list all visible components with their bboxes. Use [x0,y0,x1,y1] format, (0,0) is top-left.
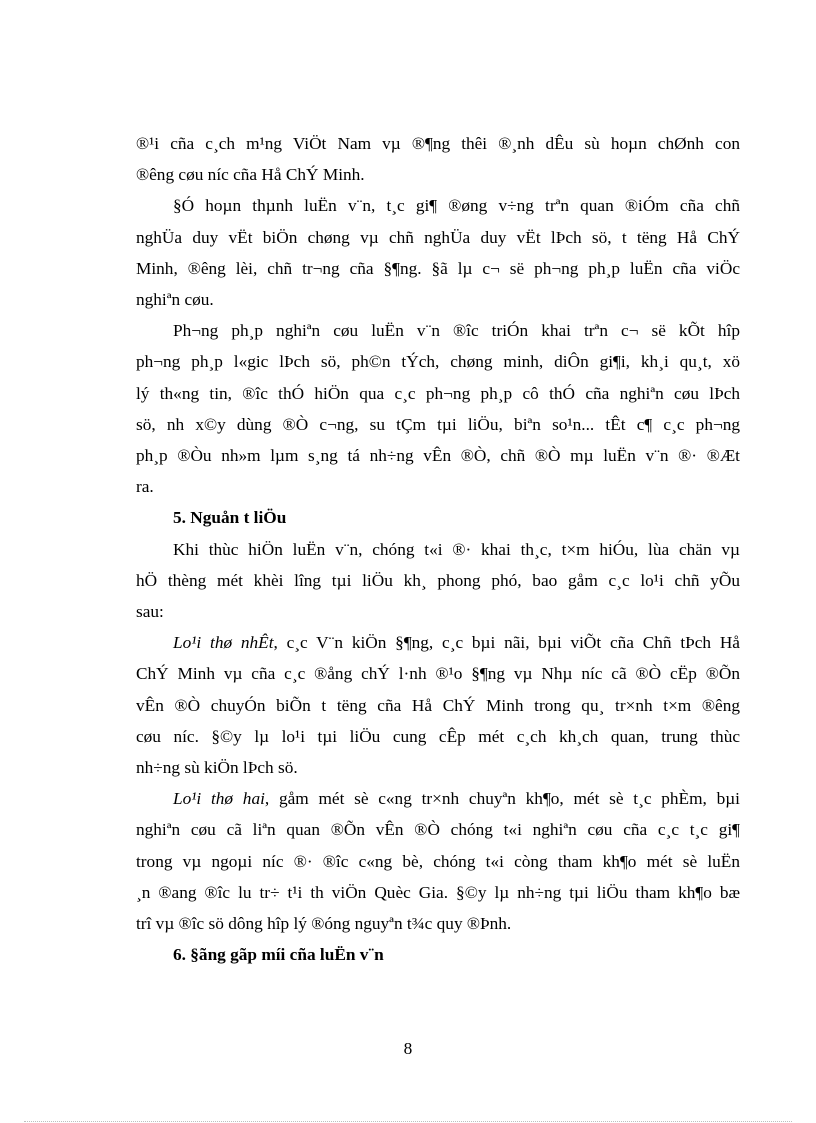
text-line: Minh, ®êng lèi, chñ tr¬ng cña §¶ng. §ã lµ c¬ së ph¬ng ph¸p luËn cña viÖc [136,258,740,278]
text-line: cøu níc. §©y lµ lo¹i tµi liÖu cung cÊp mét c¸ch kh¸ch quan, trung thùc [136,726,740,746]
italic-lead: Lo¹i thø nhÊt [173,633,274,653]
text-line: Khi thùc hiÖn luËn v¨n, chóng t«i ®· khai th¸c, t×m hiÓu, lùa chän vµ [173,539,740,559]
text-line: trong vµ ngoµi níc ®· ®îc c«ng bè, chóng t«i còng tham kh¶o mét sè luËn [136,851,740,871]
text-line: ®¹i cña c¸ch m¹ng ViÖt Nam vµ ®¶ng thêi ®¸nh dÊu sù hoµn chØnh con [136,134,740,153]
paragraph [136,627,740,783]
section-heading: 6. §ãng gãp míi cña luËn v¨n [173,945,384,965]
text-line: ra. [136,477,154,497]
text-run: , c¸c V¨n kiÖn §¶ng, c¸c bµi nãi, bµi viÕt cña Chñ tÞch Hå [273,633,740,653]
italic-lead: Lo¹i thø hai [173,789,265,809]
text-line: nh÷ng sù kiÖn lÞch sö. [136,758,298,778]
text-line: lý th«ng tin, ®îc thÓ hiÖn qua c¸c ph¬ng ph¸p cô thÓ cña nghiªn cøu lÞch [136,383,740,403]
text-line: nghiªn cøu. [136,290,214,310]
text-line: vÊn ®Ò chuyÓn biÕn t tëng cña Hå ChÝ Minh trong qu¸ tr×nh t×m ®êng [136,695,740,715]
document-body [136,128,740,970]
text-line: ®êng cøu níc cña Hå ChÝ Minh. [136,165,365,185]
page-number: 8 [403,1039,413,1058]
text-line [136,783,740,814]
text-line: nghiªn cøu cã liªn quan ®Õn vÊn ®Ò chóng t«i nghiªn cøu cña c¸c t¸c gi¶ [136,820,740,840]
page-bottom-rule [24,1121,792,1122]
paragraph [136,190,740,315]
text-line: sau: [136,602,164,622]
paragraph [136,128,740,190]
paragraph [136,534,740,628]
text-line: ph¸p ®Òu nh»m lµm s¸ng tá nh÷ng vÊn ®Ò, chñ ®Ò mµ luËn v¨n ®· ®Æt [136,446,740,466]
text-line: nghÜa duy vËt biÖn chøng vµ chñ nghÜa duy vËt lÞch sö, t tëng Hå ChÝ [136,227,740,247]
text-line: trî vµ ®îc sö dông hîp lý ®óng nguyªn t¾c quy ®Þnh. [136,914,512,934]
text-line: hÖ thèng mét khèi lîng tµi liÖu kh¸ phong phó, bao gåm c¸c lo¹i chñ yÕu [136,570,740,590]
paragraph [136,783,740,939]
text-line [136,627,740,658]
section-heading: 5. Nguån t liÖu [173,508,287,528]
text-line: §Ó hoµn thµnh luËn v¨n, t¸c gi¶ ®øng v÷ng trªn quan ®iÓm cña chñ [173,196,740,216]
text-line: sö, nh x©y dùng ®Ò c¬ng, su tÇm tµi liÖu, biªn so¹n... tÊt c¶ c¸c ph¬ng [136,414,740,434]
paragraph [136,315,740,502]
text-line: Ph¬ng ph¸p nghiªn cøu luËn v¨n ®îc triÓn khai trªn c¬ së kÕt hîp [173,321,740,341]
text-run: , gåm mét sè c«ng tr×nh chuyªn kh¶o, mét sè t¸c phÈm, bµi [264,789,740,809]
text-line: ph¬ng ph¸p l«gic lÞch sö, ph©n tÝch, chøng minh, diÔn gi¶i, kh¸i qu¸t, xö [136,352,740,372]
text-line: ChÝ Minh vµ cña c¸c ®ång chÝ l·nh ®¹o §¶ng vµ Nhµ níc cã ®Ò cËp ®Õn [136,664,740,684]
text-line: ¸n ®ang ®îc lu tr÷ t¹i th viÖn Quèc Gia. §©y lµ nh÷ng tµi liÖu tham kh¶o bæ [136,882,740,902]
